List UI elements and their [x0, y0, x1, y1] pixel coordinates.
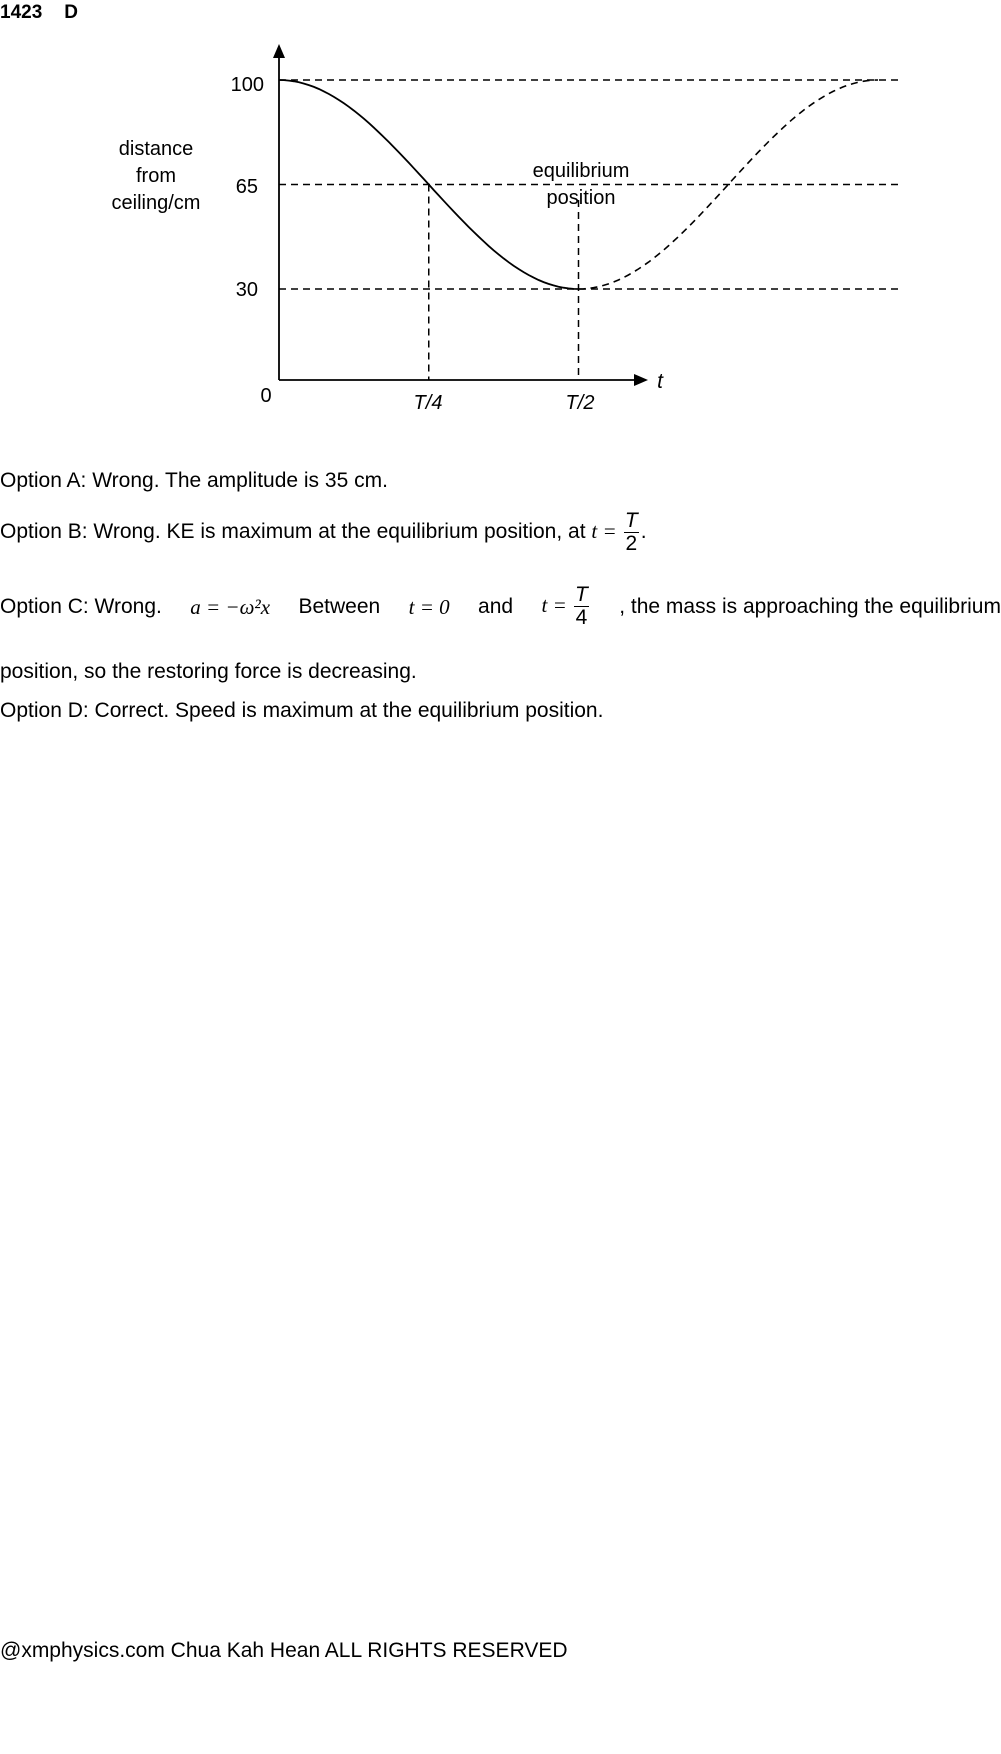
origin-label: 0 [260, 385, 272, 407]
copyright-footer: @xmphysics.com Chua Kah Hean ALL RIGHTS RESERVED [0, 1639, 568, 1662]
y-axis-label-line-1: distance [118, 138, 194, 160]
y-tick-100: 100 [230, 74, 264, 96]
option-c: Option C: Wrong. a = −ω²x Between t = 0 and t = $\frac{T}{4}$ , the mass is approaching the equilibrium [0, 583, 1001, 629]
annotation-line-2: position [546, 187, 616, 209]
answer-letter: D [64, 2, 79, 23]
y-axis-label-line-3: ceiling/cm [111, 192, 201, 214]
x-axis-label: t [657, 370, 663, 393]
option-c-t-var: t [541, 593, 548, 618]
option-c-prefix: Option C: Wrong. [0, 594, 162, 618]
option-b-text: Option B: Wrong. KE is maximum at the equilibrium position, at [0, 520, 586, 544]
y-tick-65: 65 [235, 176, 258, 198]
y-axis-label [96, 136, 216, 217]
question-number: 1423 [0, 2, 43, 23]
option-b-fraction: $\frac{T}{2}$ [624, 509, 638, 555]
option-c-fraction: $\frac{T}{4}$ [575, 583, 588, 629]
y-tick-30: 30 [235, 279, 258, 301]
distance-time-graph [0, 0, 1001, 440]
annotation-line-1: equilibrium [532, 160, 630, 182]
x-axis-arrow [634, 374, 648, 386]
y-axis-label-line-2: from [136, 165, 176, 187]
option-c-formula: a = −ω²x [190, 594, 271, 619]
y-axis-arrow [273, 44, 285, 58]
option-b-var: t [591, 519, 598, 544]
x-tick-t4: T/4 [413, 392, 443, 414]
option-c-t0: t = 0 [408, 594, 450, 619]
option-c-line-2: position, so the restoring force is decreasing. [0, 660, 417, 683]
x-tick-t2: T/2 [565, 392, 595, 414]
option-b: Option B: Wrong. KE is maximum at the equilibrium position, at t = $\frac{T}{2}$ . [0, 509, 647, 555]
option-c-and: and [478, 594, 514, 618]
option-c-between: Between [298, 594, 381, 618]
option-c-suffix: , the mass is approaching the equilibrium [619, 594, 1001, 618]
option-a: Option A: Wrong. The amplitude is 35 cm. [0, 469, 388, 492]
option-d: Option D: Correct. Speed is maximum at the equilibrium position. [0, 699, 604, 722]
